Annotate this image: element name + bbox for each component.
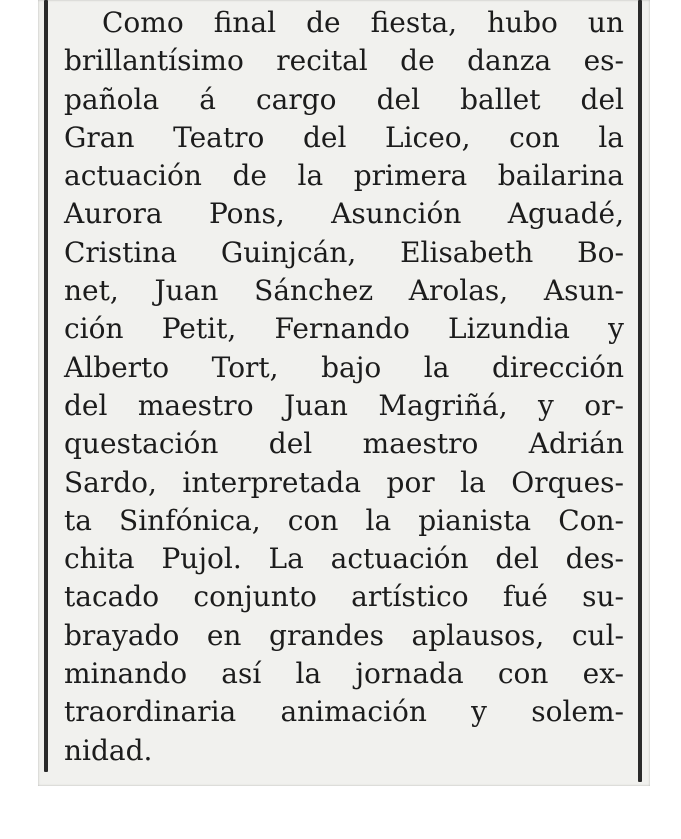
text-line: Aurora Pons, Asunción Aguadé,	[64, 197, 624, 231]
text-line: brayado en grandes aplausos, cul-	[64, 618, 624, 652]
text-line: Sardo, interpretada por la Orques-	[64, 465, 624, 499]
text-line: questación del maestro Adrián	[64, 427, 624, 461]
text-line: traordinaria animación y solem-	[64, 695, 624, 729]
text-line: actuación de la primera bailarina	[64, 159, 624, 193]
article-paragraph	[64, 4, 624, 770]
text-line: del maestro Juan Magriñá, y or-	[64, 388, 624, 422]
text-line: Alberto Tort, bajo la dirección	[64, 350, 624, 384]
text-line: Cristina Guinjcán, Elisabeth Bo-	[64, 235, 624, 269]
text-line: ta Sinfónica, con la pianista Con-	[64, 503, 624, 537]
text-line: brillantísimo recital de danza es-	[64, 44, 624, 78]
left-column-rule	[44, 0, 48, 772]
text-line: nidad.	[64, 733, 153, 767]
text-line: tacado conjunto artístico fué su-	[64, 580, 624, 614]
text-line: minando así la jornada con ex-	[64, 657, 624, 691]
text-line: Gran Teatro del Liceo, con la	[64, 120, 624, 154]
text-line: chita Pujol. La actuación del des-	[64, 542, 624, 576]
text-line: Como final de fiesta, hubo un	[102, 6, 624, 39]
right-column-rule	[638, 0, 642, 782]
text-line: pañola á cargo del ballet del	[64, 82, 624, 116]
text-line: ción Petit, Fernando Lizundia y	[64, 312, 624, 346]
text-line: net, Juan Sánchez Arolas, Asun-	[64, 274, 624, 308]
